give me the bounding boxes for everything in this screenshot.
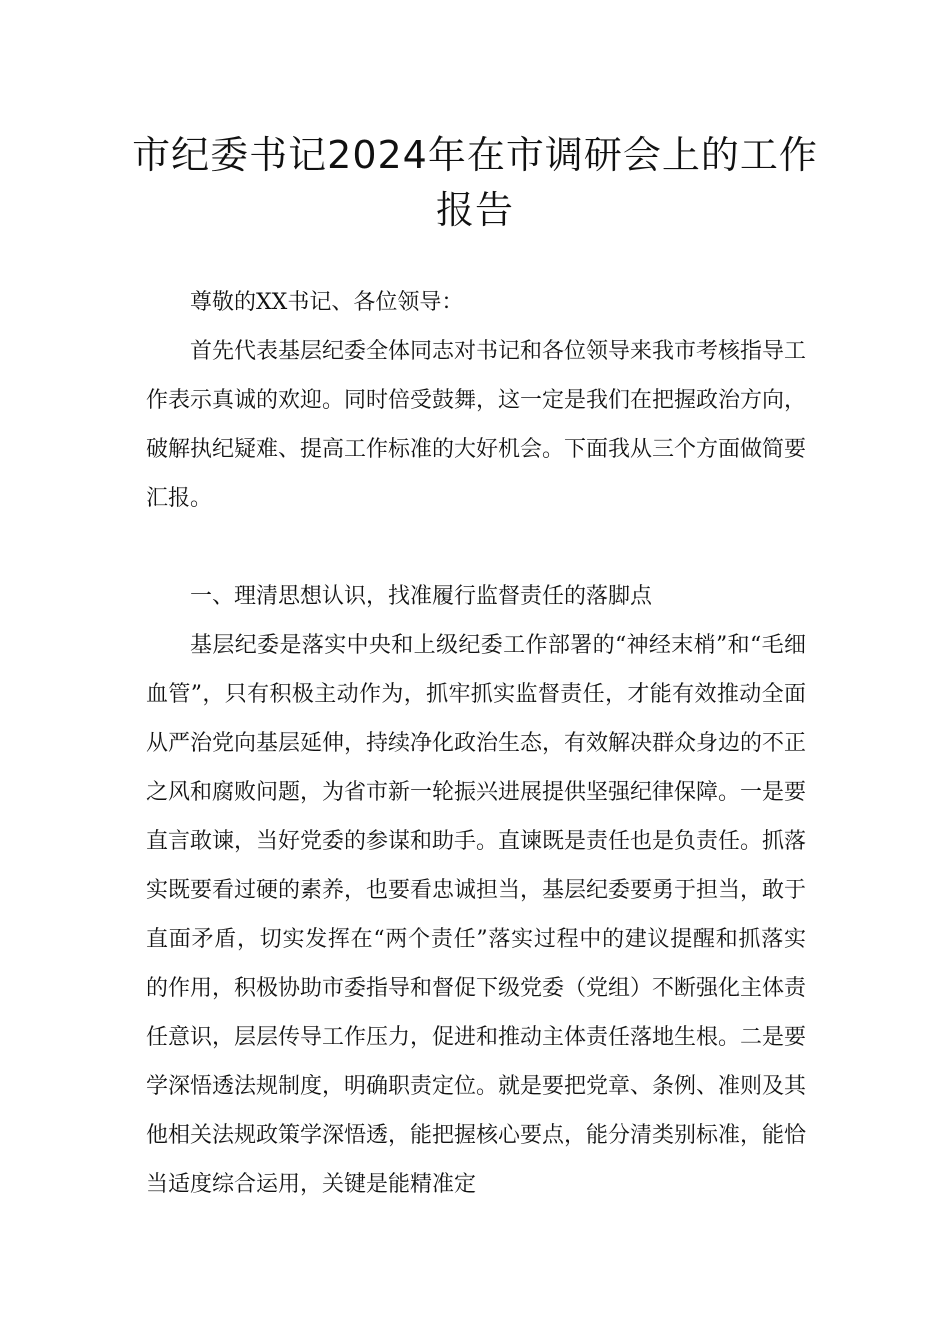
salutation: 尊敬的XX书记、各位领导： [190,290,464,315]
section-1-paragraph: 基层纪委是落实中央和上级纪委工作部署的“神经末梢”和“毛细血管”，只有积极主动作为，抓牢抓实监督责任，才能有效推动全面从严治党向基层延伸，持续净化政治生态，有效解决群众身边的不正之风和腐败问题，为省市新一轮振兴进展提供坚强纪律保障。一是要直言敢谏，当好党委的参谋和助手。直谏既是责任也是负责任。抓落实既要看过硬的素养，也要看忠诚担当，基层纪委要勇于担当，敢于直面矛盾，切实发挥在“两个责任”落实过程中的建议提醒和抓落实的作用，积极协助市委指导和督促下级党委（党组）不断强化主体责任意识，层层传导工作压力，促进和推动主体责任落地生根。二是要学深悟透法规制度，明确职责定位。就是要把党章、条例、准则及其他相关法规政策学深悟透，能把握核心要点，能分清类别标准，能恰当适度综合运用，关键是能精准定 [146,633,807,1197]
section-heading-1: 一、理清思想认识，找准履行监督责任的落脚点 [190,584,653,609]
document-title: 市纪委书记2024年在市调研会上的工作报告 [132,133,818,232]
opening-paragraph: 首先代表基层纪委全体同志对书记和各位领导来我市考核指导工作表示真诚的欢迎。同时倍受鼓舞，这一定是我们在把握政治方向，破解执纪疑难、提高工作标准的大好机会。下面我从三个方面做简要汇报。 [146,339,807,511]
